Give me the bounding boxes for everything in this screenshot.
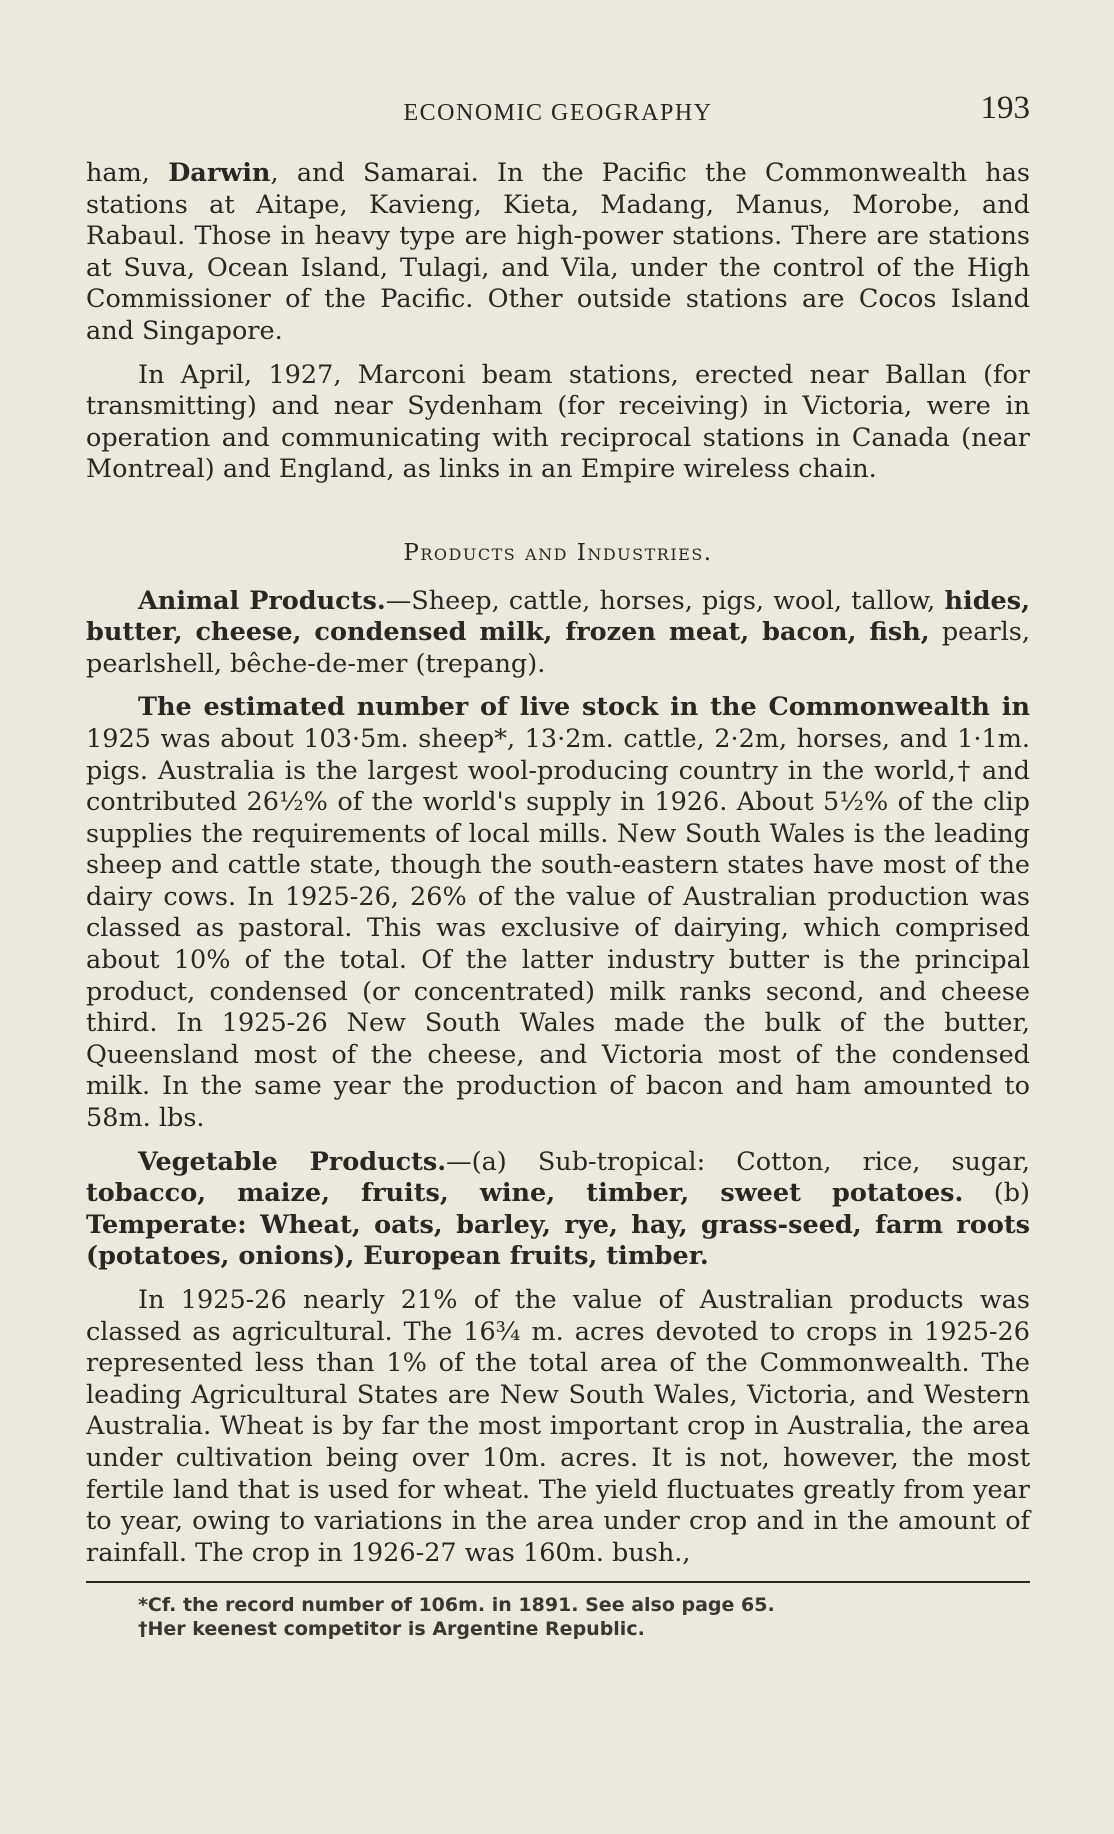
footnotes bbox=[86, 1593, 1030, 1641]
paragraph-animal-products bbox=[86, 586, 1030, 681]
bold-product-list: hides, butter, cheese, condensed milk, frozen meat, bacon, fish, bbox=[86, 585, 1030, 648]
bold-temperate-list: Temperate: Wheat, oats, barley, rye, hay, grass-seed, farm roots (potatoes, onions), European fruits, timber. bbox=[86, 1209, 1030, 1272]
paragraph-text: —(a) Sub-tropical: Cotton, rice, sugar, bbox=[446, 1146, 1031, 1177]
body-text bbox=[86, 158, 1030, 1569]
footnote-1: *Cf. the record number of 106m. in 1891. See also page 65. bbox=[138, 1594, 775, 1617]
paragraph-radio-stations bbox=[86, 158, 1030, 348]
run-in-heading-vegetable: Vegetable Products. bbox=[138, 1146, 447, 1177]
page-number: 193 bbox=[980, 90, 1030, 126]
run-in-heading-animal: Animal Products. bbox=[138, 585, 386, 616]
bold-station-name: Darwin bbox=[168, 158, 271, 188]
paragraph-text: (b) bbox=[963, 1178, 1030, 1209]
footnote-divider bbox=[86, 1581, 1030, 1583]
paragraph-text: pearls, pearlshell, bêche-de-mer (trepang). bbox=[86, 617, 1030, 679]
running-title: ECONOMIC GEOGRAPHY bbox=[403, 100, 713, 126]
paragraph-text: 1925 was about 103·5m. sheep*, 13·2m. cattle, 2·2m, horses, and 1·1m. pigs. Australia is the largest wool-producing country in the world,† and contributed 26½% of the world's supply in 1926. About 5½% of the clip supplies the requirements of local mills. New South Wales is the leading sheep and cattle state, though the south-eastern states have most of the dairy cows. In 1925-26, 26% of the value of Australian production was classed as pastoral. This was exclusive of dairying, which comprised about 10% of the total. Of the latter industry butter is the principal product, condensed (or concentrated) milk ranks second, and cheese third. In 1925-26 New South Wales made the bulk of the butter, Queensland most of the cheese, and Victoria most of the condensed milk. In the same year the production of bacon and ham amounted to 58m. lbs. bbox=[86, 723, 1030, 1134]
paragraph-agriculture: In 1925-26 nearly 21% of the value of Australian products was classed as agricultural. The 16¾ m. acres devoted to crops in 1925-26 represented less than 1% of the total area of the Commonwealth. The leading Agricultural States are New South Wales, Victoria, and Western Australia. Wheat is by far the most important crop in Australia, the area under cultivation being over 10m. acres. It is not, however, the most fertile land that is used for wheat. The yield fluctuates greatly from year to year, owing to variations in the area under crop and in the amount of rainfall. The crop in 1926-27 was 160m. bush., bbox=[86, 1285, 1030, 1568]
paragraph-text: ham, bbox=[86, 158, 169, 188]
bold-subtropical-list: tobacco, maize, fruits, wine, timber, sweet potatoes. bbox=[86, 1178, 964, 1209]
paragraph-vegetable-products bbox=[86, 1147, 1030, 1273]
paragraph-text: —Sheep, cattle, horses, pigs, wool, tallow, bbox=[385, 585, 945, 616]
paragraph-livestock bbox=[86, 692, 1030, 1134]
footnote-2: †Her keenest competitor is Argentine Republic. bbox=[138, 1618, 645, 1641]
paragraph-text: , and Samarai. In the Pacific the Commonwealth has stations at Aitape, Kavieng, Kieta, Madang, Manus, Morobe, and Rabaul. Those in heavy type are high-power stations. There are stations at Suva, Ocean Island, Tulagi, and Vila, under the control of the High Commissioner of the Pacific. Other outside stations are Cocos Island and Singapore. bbox=[86, 158, 1030, 346]
section-heading: Products and Industries. bbox=[403, 539, 713, 566]
bold-lead-sentence: The estimated number of live stock in the Commonwealth in bbox=[138, 692, 1030, 723]
running-head bbox=[86, 90, 1030, 136]
paragraph-marconi-beam: In April, 1927, Marconi beam stations, erected near Ballan (for transmitting) and near Sydenham (for receiving) in Victoria, were in operation and communicating with reciprocal stations in Canada (near Montreal) and England, as links in an Empire wireless chain. bbox=[86, 359, 1030, 485]
